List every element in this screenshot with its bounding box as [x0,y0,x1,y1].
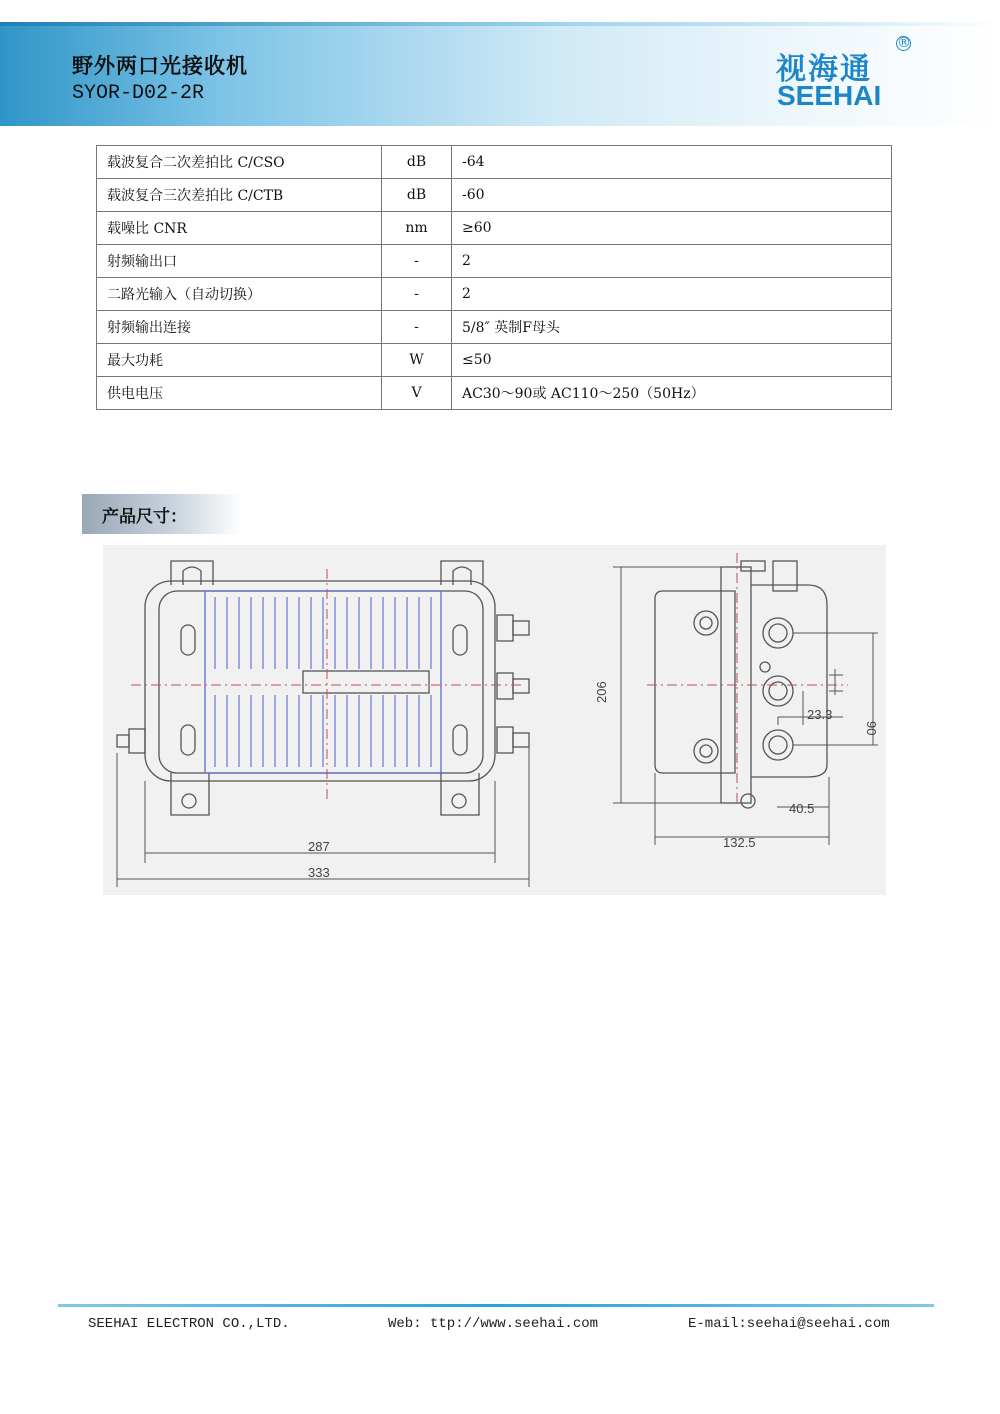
spec-unit: - [382,245,452,278]
spec-unit: V [382,377,452,410]
registered-mark: ® [897,35,911,51]
footer-email: E-mail:seehai@seehai.com [688,1316,890,1332]
spec-value: ≥60 [452,212,892,245]
spec-name: 载噪比 CNR [97,212,382,245]
spec-value: ≤50 [452,344,892,377]
dim-bottom-offset: 40.5 [789,801,815,816]
footer-company: SEEHAI ELECTRON CO.,LTD. [88,1316,290,1332]
page-title: 野外两口光接收机 [72,54,248,78]
spec-unit: dB [382,146,452,179]
dim-port-spacing: 90 [864,721,879,736]
spec-unit: nm [382,212,452,245]
table-row [97,212,892,245]
spec-name: 二路光输入（自动切换） [97,278,382,311]
header-band-accent [0,22,1000,26]
spec-name: 供电电压 [97,377,382,410]
spec-unit: W [382,344,452,377]
spec-name: 载波复合三次差拍比 C/CTB [97,179,382,212]
spec-value: 2 [452,278,892,311]
spec-name: 射频输出口 [97,245,382,278]
dim-outer-width: 333 [308,865,330,880]
footer-divider [58,1304,934,1307]
section-title: 产品尺寸： [102,507,187,527]
side-view [613,553,878,845]
spec-unit: - [382,278,452,311]
spec-value: AC30～90或 AC110～250（50Hz） [452,377,892,410]
spec-value: 5/8″ 英制F母头 [452,311,892,344]
dimension-drawing-svg [103,545,886,895]
spec-value: -64 [452,146,892,179]
table-row [97,311,892,344]
table-row [97,344,892,377]
table-row [97,377,892,410]
dim-port-offset: 23.3 [807,707,833,722]
dim-depth: 132.5 [723,835,756,850]
spec-table [96,145,892,410]
brand-logo-en: SEEHAI [777,80,882,111]
table-row [97,278,892,311]
footer-web: Web: ttp://www.seehai.com [388,1316,599,1332]
spec-name: 最大功耗 [97,344,382,377]
spec-unit: - [382,311,452,344]
model-number: SYOR-D02-2R [72,82,205,105]
spec-unit: dB [382,179,452,212]
dim-inner-width: 287 [308,839,330,854]
dim-height: 206 [594,681,609,703]
spec-name: 载波复合二次差拍比 C/CSO [97,146,382,179]
table-row [97,245,892,278]
table-row [97,146,892,179]
dimension-drawing [103,545,886,895]
spec-name: 射频输出连接 [97,311,382,344]
spec-value: -60 [452,179,892,212]
brand-logo-cn: 视海通 [776,52,872,87]
spec-value: 2 [452,245,892,278]
table-row [97,179,892,212]
